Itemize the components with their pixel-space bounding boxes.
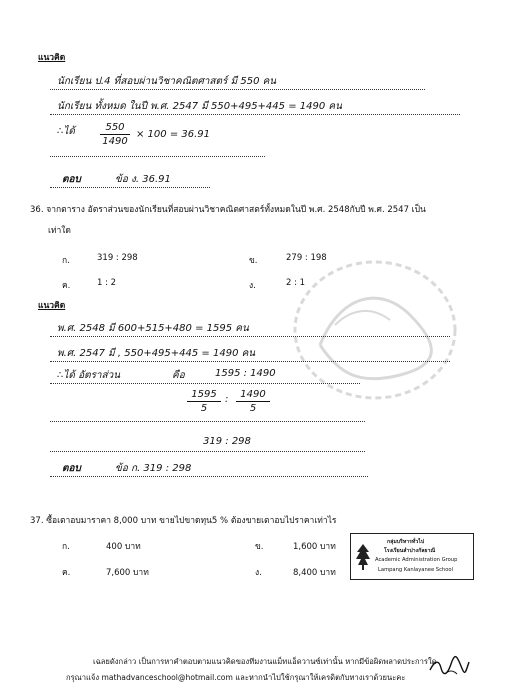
option-value: 8,400 บาท <box>293 568 336 578</box>
option-label: ข. <box>255 542 264 552</box>
answer-label: ตอบ <box>62 174 81 185</box>
solution-ratio-simplified: 319 : 298 <box>203 436 251 447</box>
fraction-denominator: 5 <box>200 403 208 414</box>
option-label: ก. <box>62 256 70 266</box>
question-37-text: 37. ซื้อเตาอบมาราคา 8,000 บาท ขายไปขาดทุน5 % ต้องขายเตาอบไปราคาเท่าไร <box>30 516 337 526</box>
question-36-text-cont: เท่าใด <box>48 226 71 236</box>
stamp-line: Academic Administration Group <box>375 557 458 563</box>
option-label: ง. <box>255 568 262 578</box>
solution-ratio: 1595 : 1490 <box>215 368 276 379</box>
fraction-numerator: 550 <box>105 122 125 133</box>
option-value: 2 : 1 <box>286 278 306 288</box>
solution-line: นักเรียน ทั้งหมด ในปี พ.ศ. 2547 มี 550+495+445 = 1490 คน <box>57 101 342 112</box>
fraction-bar <box>236 401 270 402</box>
solution-heading: แนวคิด <box>38 301 66 311</box>
option-label: ง. <box>249 281 256 291</box>
fraction-bar <box>187 401 221 402</box>
footer-line: กรุณาแจ้ง mathadvanceschool@hotmail.com และหากนำไปใช้กรุณาให้เครดิตกับทางเราด้วยนะคะ <box>66 673 406 682</box>
fraction <box>187 389 221 414</box>
tree-emblem-icon <box>354 542 372 572</box>
writing-line <box>50 476 368 477</box>
fraction-numerator: 1595 <box>191 389 217 400</box>
option-value: 7,600 บาท <box>106 568 149 578</box>
stamp-line: Lampang Kanlayanee School <box>378 567 454 573</box>
writing-line <box>50 336 450 337</box>
option-label: ข. <box>249 256 258 266</box>
fraction-denominator: 5 <box>249 403 257 414</box>
solution-line-prefix: ∴ได้ <box>57 126 75 137</box>
fraction-bar <box>100 134 130 135</box>
option-value: 319 : 298 <box>97 253 138 263</box>
footer-line: เฉลยดังกล่าว เป็นการหาคำตอบตามแนวคิดของทีมงานแม็ทแอ็ดวานซ์เท่านั้น หากมีข้อผิดพลาดประการใด <box>93 657 437 666</box>
option-label: ค. <box>62 568 71 578</box>
writing-line <box>50 89 425 90</box>
fraction-denominator: 1490 <box>102 136 128 147</box>
writing-line <box>50 114 460 115</box>
stamp-line: โรงเรียนลำปางกัลยาณี <box>384 548 436 554</box>
solution-line-mid: คือ <box>172 370 185 381</box>
solution-line: นักเรียน ป.4 ที่สอบผ่านวิชาคณิตศาสตร์ มี 550 คน <box>57 76 277 87</box>
fraction <box>100 122 130 147</box>
answer-value: ข้อ ก. 319 : 298 <box>115 463 192 474</box>
solution-heading: แนวคิด <box>38 53 66 63</box>
answer-value: ข้อ ง. 36.91 <box>115 174 171 185</box>
solution-line: พ.ศ. 2547 มี , 550+495+445 = 1490 คน <box>57 348 256 359</box>
solution-line-rest: × 100 = 36.91 <box>136 129 211 140</box>
stamp-line: กลุ่มบริหารทั่วไป <box>387 539 425 545</box>
option-label: ก. <box>62 542 70 552</box>
option-value: 1,600 บาท <box>293 542 336 552</box>
solution-line: พ.ศ. 2548 มี 600+515+480 = 1595 คน <box>57 323 249 334</box>
option-value: 279 : 198 <box>286 253 327 263</box>
writing-line <box>50 421 365 422</box>
writing-line <box>50 361 450 362</box>
question-36-text: 36. จากตาราง อัตราส่วนของนักเรียนที่สอบผ่านวิชาคณิตศาสตร์ทั้งหมดในปี พ.ศ. 2548กับปี พ.ศ. 2547 เป็น <box>30 205 426 215</box>
ratio-separator: : <box>225 394 229 405</box>
fraction-numerator: 1490 <box>240 389 266 400</box>
signature <box>427 652 471 680</box>
solution-line-prefix: ∴ได้ อัตราส่วน <box>57 370 121 381</box>
option-label: ค. <box>62 281 71 291</box>
writing-line <box>50 383 360 384</box>
option-value: 400 บาท <box>106 542 141 552</box>
school-stamp <box>350 533 474 580</box>
writing-line <box>50 156 265 157</box>
answer-label: ตอบ <box>62 463 81 474</box>
option-value: 1 : 2 <box>97 278 117 288</box>
writing-line <box>50 451 365 452</box>
writing-line <box>50 187 210 188</box>
fraction <box>236 389 270 414</box>
